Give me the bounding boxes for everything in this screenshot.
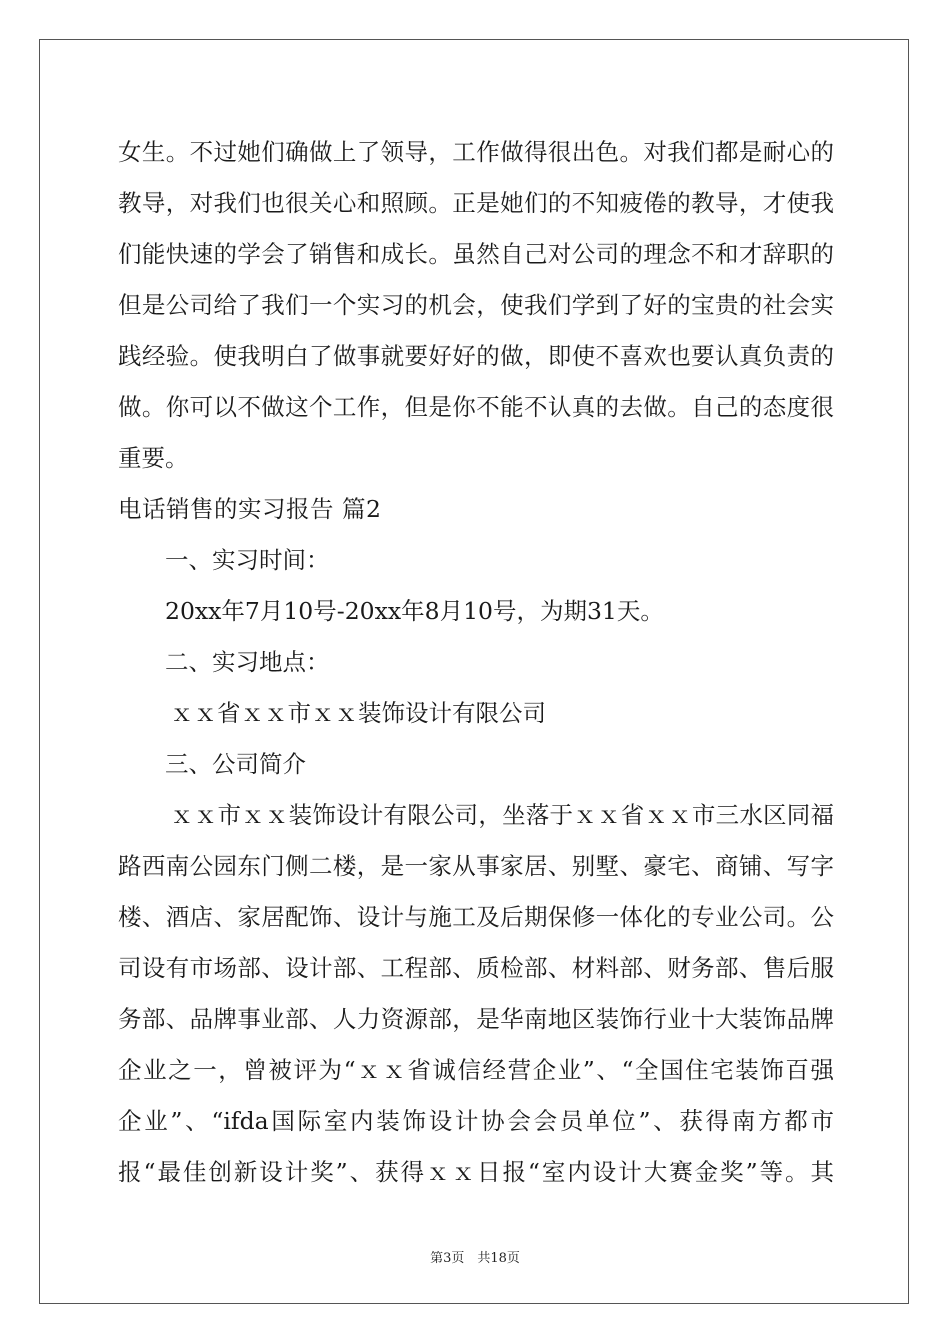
paragraph-line: ｘｘ市ｘｘ装饰设计有限公司，坐落于ｘｘ省ｘｘ市三水区同福 [170, 801, 834, 829]
paragraph-line: 报“最佳创新设计奖”、获得ｘｘ日报“室内设计大赛金奖”等。其 [118, 1158, 834, 1186]
paragraph-line: 路西南公园东门侧二楼，是一家从事家居、别墅、豪宅、商铺、写字 [118, 852, 834, 880]
paragraph-line: 企业”、“ifda国际室内装饰设计协会会员单位”、获得南方都市 [118, 1107, 834, 1135]
item-heading-location: 二、实习地点： [165, 648, 330, 676]
paragraph-line: 重要。 [118, 444, 189, 472]
paragraph-line: 做。你可以不做这个工作，但是你不能不认真的去做。自己的态度很 [118, 393, 834, 421]
paragraph-line: 教导，对我们也很关心和照顾。正是她们的不知疲倦的教导，才使我 [118, 189, 834, 217]
paragraph-line: 楼、酒店、家居配饰、设计与施工及后期保修一体化的专业公司。公 [118, 903, 834, 931]
paragraph-line: 企业之一，曾被评为“ｘｘ省诚信经营企业”、“全国住宅装饰百强 [118, 1056, 834, 1084]
paragraph-line: 但是公司给了我们一个实习的机会，使我们学到了好的宝贵的社会实 [118, 291, 834, 319]
item-heading-time: 一、实习时间： [165, 546, 330, 574]
paragraph-line: 们能快速的学会了销售和成长。虽然自己对公司的理念不和才辞职的 [118, 240, 834, 268]
paragraph-line: 务部、品牌事业部、人力资源部，是华南地区装饰行业十大装饰品牌 [118, 1005, 834, 1033]
paragraph-line: 司设有市场部、设计部、工程部、质检部、材料部、财务部、售后服 [118, 954, 834, 982]
item-heading-company: 三、公司简介 [165, 750, 306, 778]
item-text-time: 20xx年7月10号-20xx年8月10号，为期31天。 [165, 597, 664, 625]
page-number-footer: 第3页 共18页 [430, 1251, 520, 1266]
paragraph-line: 践经验。使我明白了做事就要好好的做，即使不喜欢也要认真负责的 [118, 342, 834, 370]
section-title: 电话销售的实习报告 篇2 [118, 495, 382, 523]
item-text-location: ｘｘ省ｘｘ市ｘｘ装饰设计有限公司 [170, 699, 546, 727]
document-body [118, 127, 834, 1198]
paragraph-line: 女生。不过她们确做上了领导，工作做得很出色。对我们都是耐心的 [118, 138, 834, 166]
